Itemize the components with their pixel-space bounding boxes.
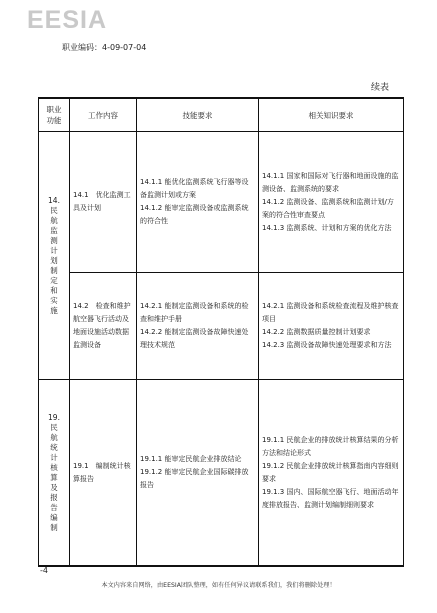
knowledge-item: 19.1.1 民航企业的排放统计核算结果的分析方法和结论形式: [262, 435, 399, 457]
knowledge-item: 14.1.1 国家和国际对飞行器和地面设施的监测设备、监测系统的要求: [262, 171, 399, 193]
skill-item: 14.1.2 能审定监测设备或监测系统的符合性: [140, 204, 249, 225]
table-row: [39, 273, 404, 380]
skill-item: 14.2.1 能制定监测设备和系统的检查和维护手册: [140, 302, 249, 323]
skill-item: 14.2.2 能制定监测设备故障快速处理技术规范: [140, 328, 249, 349]
skills-cell: [137, 273, 259, 380]
header-skills: 技能要求: [137, 98, 259, 132]
content-cell: [70, 132, 137, 273]
knowledge-item: 14.2.3 监测设备故障快速处理要求和方法: [262, 341, 392, 349]
knowledge-item: 14.2.1 监测设备和系统检查流程及维护核查项目: [262, 302, 399, 323]
knowledge-item: 19.1.2 民航企业排放统计核算指南内容细则要求: [262, 461, 399, 483]
header-knowledge: 相关知识要求: [259, 98, 404, 132]
function-cell: [39, 380, 70, 567]
function-label: 19.民航统计核算及报告编制: [48, 412, 60, 532]
content-cell: [70, 273, 137, 380]
content-text: 14.1 优化监测工具及计划: [73, 191, 131, 212]
knowledge-cell: [259, 132, 404, 273]
table-row: [39, 380, 404, 567]
skill-item: 19.1.1 能审定民航企业排放结论: [140, 455, 242, 463]
skill-item: 19.1.2 能审定民航企业国际碳排放报告: [140, 468, 249, 489]
continued-label: 续表: [371, 83, 390, 93]
table-header-row: [39, 98, 404, 132]
knowledge-item: 14.1.3 监测系统、计划和方案的优化方法: [262, 223, 392, 232]
header-function: 职业功能: [39, 98, 70, 132]
skill-item: 14.1.1 能优化监测系统飞行器等设备监测计划或方案: [140, 178, 249, 199]
knowledge-item: 14.1.2 监测设备、监测系统和监测计划/方案的符合性审查要点: [262, 197, 394, 219]
table-row: [39, 132, 404, 273]
skills-table: [38, 97, 404, 567]
knowledge-item: 14.2.2 监测数据质量控制计划要求: [262, 328, 371, 336]
skills-cell: [137, 132, 259, 273]
content-text: 14.2 检查和维护航空器飞行活动及地面设施活动数据监测设备: [73, 302, 131, 349]
content-text: 19.1 编制统计核算报告: [73, 461, 131, 483]
occupation-code: 职业编码：4-09-07-04: [62, 43, 147, 52]
knowledge-cell: [259, 380, 404, 567]
footer-disclaimer: 本文内容来自网络，由EESIA团队整理，如有任何异议请联系我们，我们将删除处理！: [101, 582, 336, 589]
function-label: 14.民航监测计划制定和实施: [48, 195, 60, 315]
skills-cell: [137, 380, 259, 567]
eesia-logo: EESIA: [27, 6, 108, 34]
knowledge-item: 19.1.3 国内、国际航空器飞行、地面活动年度排放报告、监测计划编制细则要求: [262, 487, 399, 509]
content-cell: [70, 380, 137, 567]
header-content: 工作内容: [70, 98, 137, 132]
knowledge-cell: [259, 273, 404, 380]
function-cell: [39, 132, 70, 380]
page-number: -4: [40, 566, 48, 575]
